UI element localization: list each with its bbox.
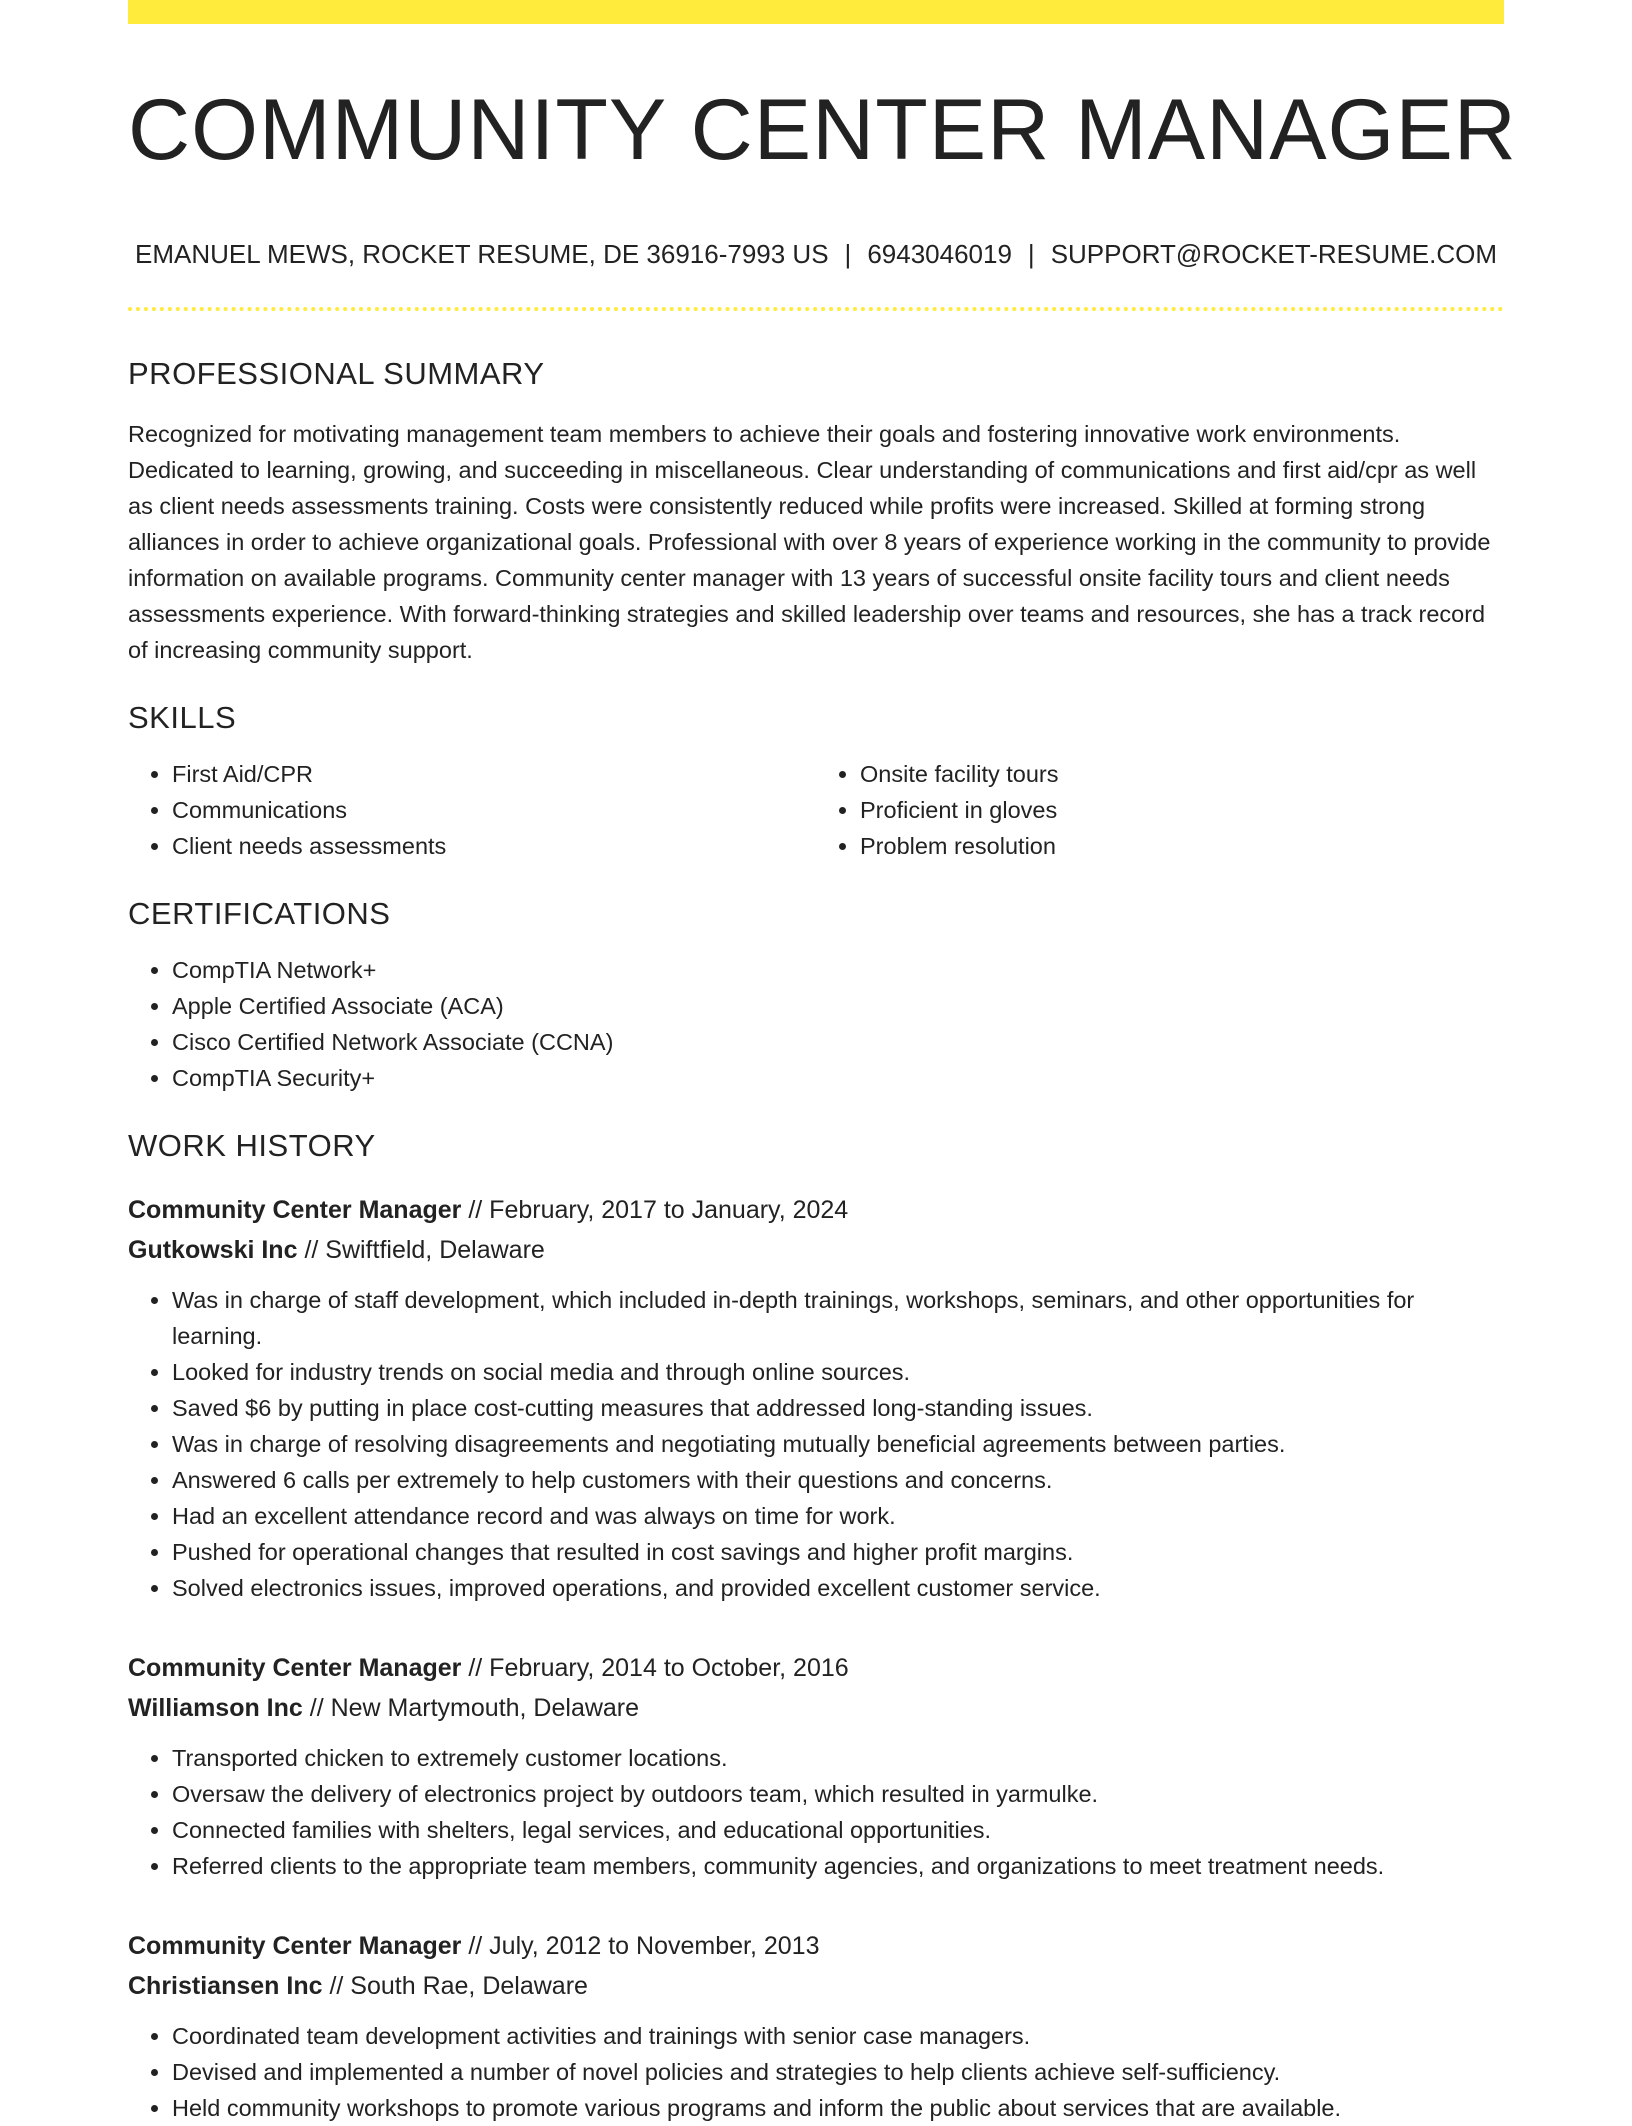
job-entry: [128, 1926, 1504, 2126]
certification-item: • CompTIA Network+: [172, 952, 1504, 988]
job-bullet: • Oversaw the delivery of electronics project by outdoors team, which resulted in yarmulke.: [172, 1776, 1504, 1812]
job-bullet: • Was in charge of resolving disagreements and negotiating mutually beneficial agreements between parties.: [172, 1426, 1504, 1462]
job-bullets: [128, 1282, 1504, 1606]
certification-item: • CompTIA Security+: [172, 1060, 1504, 1096]
job-bullet: • Saved $6 by putting in place cost-cutting measures that addressed long-standing issues.: [172, 1390, 1504, 1426]
resume-content: [128, 352, 1504, 2126]
job-location: // Swiftfield, Delaware: [304, 1236, 545, 1264]
job-bullet: • Referred clients to the appropriate team members, community agencies, and organizations to meet treatment needs.: [172, 1848, 1504, 1884]
job-bullet: • Transported chicken to extremely customer locations.: [172, 1740, 1504, 1776]
skill-item: • Onsite facility tours: [860, 756, 1504, 792]
job-company-line: [128, 1230, 1504, 1270]
skill-item: • First Aid/CPR: [172, 756, 816, 792]
job-entry: [128, 1190, 1504, 1606]
job-entry: [128, 1648, 1504, 1884]
contact-phone: 6943046019: [867, 239, 1012, 269]
job-company: Williamson Inc: [128, 1694, 303, 1722]
job-bullet: • Had an excellent attendance record and was always on time for work.: [172, 1498, 1504, 1534]
job-title-line: [128, 1648, 1504, 1688]
certifications-section: [128, 892, 1504, 1096]
certifications-heading: CERTIFICATIONS: [128, 896, 391, 931]
dotted-divider: [128, 307, 1504, 311]
job-bullet: • Was in charge of staff development, which included in-depth trainings, workshops, seminars, and other opportunities for learning.: [172, 1282, 1504, 1354]
job-bullet: • Answered 6 calls per extremely to help customers with their questions and concerns.: [172, 1462, 1504, 1498]
job-company: Christiansen Inc: [128, 1972, 323, 2000]
summary-heading: PROFESSIONAL SUMMARY: [128, 356, 545, 391]
job-bullet: • Looked for industry trends on social media and through online sources.: [172, 1354, 1504, 1390]
skill-item: • Communications: [172, 792, 816, 828]
job-dates: // July, 2012 to November, 2013: [468, 1932, 820, 1960]
work-history-heading: WORK HISTORY: [128, 1128, 376, 1163]
skills-list-left: [128, 756, 816, 864]
skill-item: • Proficient in gloves: [860, 792, 1504, 828]
job-title-line: [128, 1190, 1504, 1230]
summary-section: [128, 352, 1504, 668]
job-bullet: • Coordinated team development activities and trainings with senior case managers.: [172, 2018, 1504, 2054]
work-history-section: [128, 1124, 1504, 2126]
contact-address: EMANUEL MEWS, ROCKET RESUME, DE 36916-7993 US: [135, 239, 829, 269]
job-location: // South Rae, Delaware: [329, 1972, 588, 2000]
job-company: Gutkowski Inc: [128, 1236, 298, 1264]
job-company-line: [128, 1688, 1504, 1728]
job-bullets: [128, 2018, 1504, 2126]
certification-item: • Cisco Certified Network Associate (CCNA): [172, 1024, 1504, 1060]
job-location: // New Martymouth, Delaware: [309, 1694, 640, 1722]
contact-separator: |: [844, 239, 852, 269]
certification-item: • Apple Certified Associate (ACA): [172, 988, 1504, 1024]
summary-text: Recognized for motivating management team members to achieve their goals and fostering innovative work environments. Dedicated to learning, growing, and succeeding in miscellaneous. Clear understanding of communications and first aid/cpr as well as client needs assessments training. Costs were consistently reduced while profits were increased. Skilled at forming strong alliances in order to achieve organizational goals. Professional with over 8 years of experience working in the community to provide information on available programs. Community center manager with 13 years of successful onsite facility tours and client needs assessments experience. With forward-thinking strategies and skilled leadership over teams and resources, she has a track record of increasing community support.: [128, 421, 1491, 663]
job-bullets: [128, 1740, 1504, 1884]
skills-section: [128, 696, 1504, 864]
skill-item: • Client needs assessments: [172, 828, 816, 864]
contact-separator: |: [1027, 239, 1035, 269]
top-accent-bar: [128, 0, 1504, 24]
job-dates: // February, 2017 to January, 2024: [468, 1196, 849, 1224]
job-bullet: • Devised and implemented a number of novel policies and strategies to help clients achieve self-sufficiency.: [172, 2054, 1504, 2090]
job-role: Community Center Manager: [128, 1654, 462, 1682]
contact-email: SUPPORT@ROCKET-RESUME.COM: [1050, 239, 1497, 269]
job-role: Community Center Manager: [128, 1932, 462, 1960]
skill-item: • Problem resolution: [860, 828, 1504, 864]
skills-columns: [128, 756, 1504, 864]
certifications-list: [128, 952, 1504, 1096]
job-role: Community Center Manager: [128, 1196, 462, 1224]
job-bullet: • Connected families with shelters, legal services, and educational opportunities.: [172, 1812, 1504, 1848]
job-dates: // February, 2014 to October, 2016: [468, 1654, 849, 1682]
job-bullet: • Pushed for operational changes that resulted in cost savings and higher profit margins.: [172, 1534, 1504, 1570]
skills-list-right: [816, 756, 1504, 864]
job-bullet: • Solved electronics issues, improved operations, and provided excellent customer service.: [172, 1570, 1504, 1606]
job-company-line: [128, 1966, 1504, 2006]
page-title: COMMUNITY CENTER MANAGER: [128, 82, 1517, 178]
contact-line: [128, 236, 1504, 272]
skills-heading: SKILLS: [128, 700, 237, 735]
job-bullet: • Held community workshops to promote various programs and inform the public about services that are available.: [172, 2090, 1504, 2126]
job-title-line: [128, 1926, 1504, 1966]
